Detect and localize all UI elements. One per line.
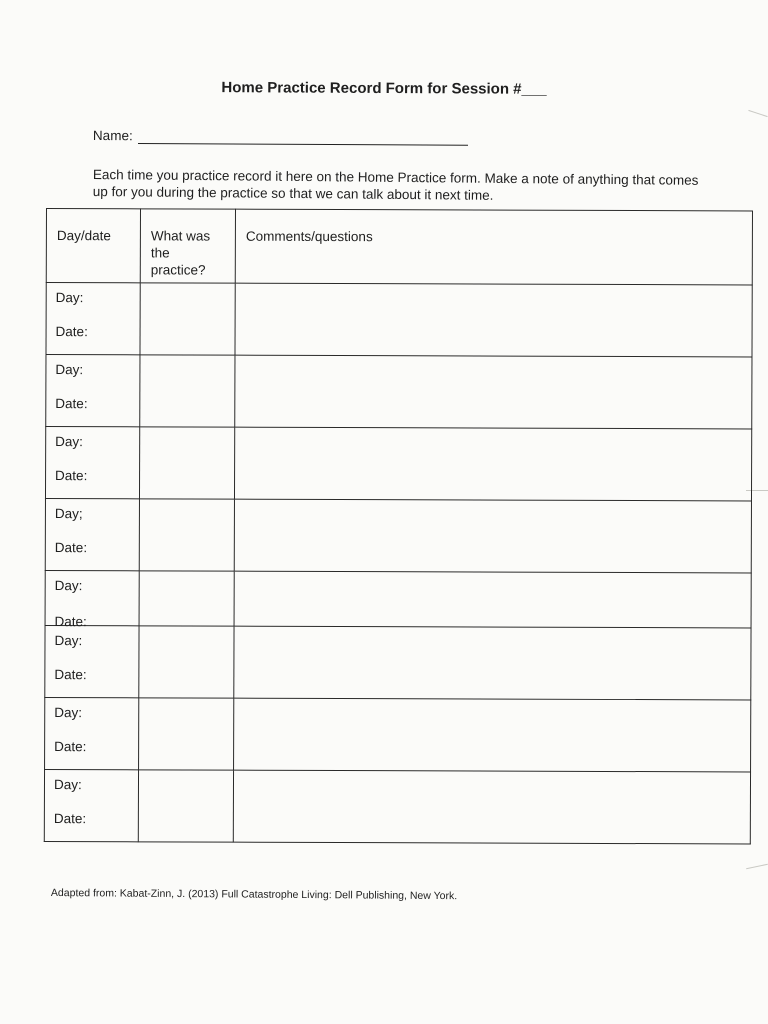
day-date-cell[interactable]	[45, 625, 139, 697]
comments-cell[interactable]	[235, 355, 752, 429]
citation-text: Adapted from: Kabat-Zinn, J. (2013) Full Catastrophe Living: Dell Publishing, New York.	[50, 887, 458, 903]
day-date-cell[interactable]	[45, 697, 139, 769]
table-row	[45, 697, 751, 771]
date-label: Date:	[55, 324, 88, 340]
day-date-cell[interactable]	[44, 769, 138, 841]
date-label: Date:	[54, 614, 87, 630]
practice-cell[interactable]	[139, 626, 234, 698]
day-label: Day:	[53, 777, 82, 793]
table-row	[46, 355, 752, 429]
header-what-was-practice: What was the practice?	[140, 209, 235, 283]
day-label: Day:	[55, 362, 84, 378]
table-row	[45, 570, 751, 627]
day-date-cell[interactable]	[45, 570, 139, 630]
date-label: Date:	[55, 468, 88, 484]
practice-cell[interactable]	[139, 427, 234, 499]
instructions-text: Each time you practice record it here on the Home Practice form. Make a note of anything that comes up for you during the practice so that we can talk about it next time.	[92, 166, 699, 203]
day-label: Day:	[54, 633, 83, 649]
day-date-cell[interactable]	[46, 355, 140, 427]
comments-cell[interactable]	[234, 698, 751, 772]
comments-cell[interactable]	[234, 499, 751, 573]
day-date-cell[interactable]	[45, 498, 139, 570]
comments-cell[interactable]	[235, 283, 752, 357]
header-comments-questions: Comments/questions	[235, 209, 752, 285]
practice-cell[interactable]	[139, 698, 234, 770]
practice-record-table	[44, 208, 753, 844]
table-row	[46, 283, 752, 357]
name-field-line[interactable]	[138, 143, 468, 146]
practice-cell[interactable]	[139, 499, 234, 571]
day-label: Day:	[54, 578, 83, 594]
day-label: Day:	[55, 434, 83, 450]
header-day-date: Day/date	[46, 209, 140, 283]
date-label: Date:	[54, 739, 87, 755]
day-label: Day:	[54, 705, 83, 721]
day-label: Day:	[55, 290, 84, 306]
practice-cell[interactable]	[140, 355, 235, 427]
table-row	[44, 769, 750, 843]
page-edge-mark	[746, 864, 768, 870]
form-title: Home Practice Record Form for Session #___	[221, 79, 547, 98]
date-label: Date:	[53, 811, 87, 827]
table-header-row	[46, 209, 752, 285]
practice-cell[interactable]	[140, 283, 235, 355]
comments-cell[interactable]	[233, 770, 750, 844]
day-date-cell[interactable]	[46, 283, 140, 355]
date-label: Date:	[55, 396, 88, 412]
table-row	[45, 427, 751, 501]
comments-cell[interactable]	[234, 571, 751, 628]
date-label: Date:	[54, 540, 88, 556]
comments-cell[interactable]	[234, 626, 751, 700]
name-label: Name:	[92, 128, 133, 144]
page-edge-mark	[748, 110, 767, 117]
practice-cell[interactable]	[138, 770, 233, 842]
comments-cell[interactable]	[234, 427, 751, 501]
table-row	[45, 625, 751, 699]
day-label: Day;	[54, 506, 83, 522]
table-row	[45, 498, 751, 572]
date-label: Date:	[54, 667, 87, 683]
day-date-cell[interactable]	[45, 427, 139, 499]
practice-cell[interactable]	[139, 571, 234, 626]
